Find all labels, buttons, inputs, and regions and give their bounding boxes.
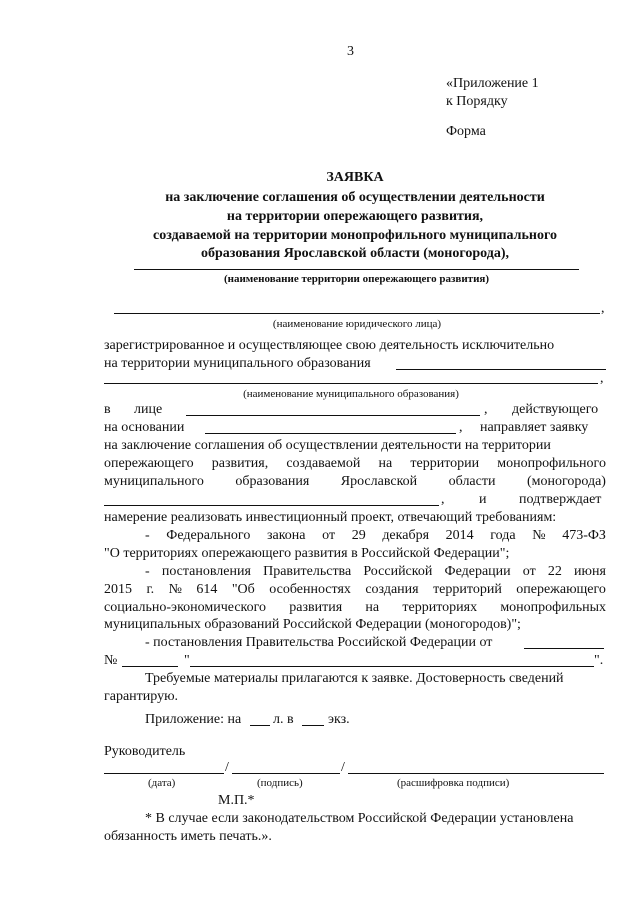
person-line[interactable]	[186, 415, 480, 416]
stamp-label: М.П.*	[218, 793, 255, 808]
municipality-line-2[interactable]	[104, 383, 598, 384]
line-registered-text: зарегистрированное и осуществляющее свою деятельность исключительно	[104, 338, 555, 353]
decode-hint: (расшифровка подписи)	[397, 777, 510, 789]
entity-name-line[interactable]	[114, 313, 600, 314]
title-heading: ЗАЯВКА	[326, 170, 384, 185]
decree2-number-line[interactable]	[122, 666, 178, 667]
acting-word: действующего	[512, 402, 599, 417]
appendix-line-2: к Порядку	[446, 94, 508, 109]
territory-name-hint: (наименование территории опережающего развития)	[223, 273, 490, 285]
decree2-line-1: - постановления Правительства Российской Федерации от	[145, 635, 493, 650]
decree2-no: №	[104, 653, 118, 668]
attachment-copies-line[interactable]	[302, 725, 324, 726]
signature-line[interactable]	[232, 773, 340, 774]
footnote-line-2: обязанность иметь печать.».	[104, 829, 272, 844]
law-line-1: - Федерального закона от 29 декабря 2014 года № 473-ФЗ	[145, 528, 606, 543]
line-territory: на территории муниципального образования	[104, 356, 371, 371]
date-hint: (дата)	[148, 777, 176, 789]
line-intention: намерение реализовать инвестиционный проект, отвечающий требованиям:	[104, 510, 557, 525]
sends-application: направляет заявку	[480, 420, 589, 435]
materials-line-2: гарантирую.	[104, 689, 179, 704]
date-line[interactable]	[104, 773, 224, 774]
line-registered	[104, 338, 606, 354]
page-number: 3	[347, 44, 354, 59]
monogorod-comma: ,	[441, 492, 445, 507]
in-word: в	[104, 402, 111, 417]
municipality-line-1[interactable]	[396, 369, 606, 370]
decree1-line-4: муниципальных образований Российской Федерации (моногородов)";	[104, 617, 521, 632]
decode-line[interactable]	[348, 773, 604, 774]
confirms-word: подтверждает	[519, 492, 602, 507]
person-word: лице	[134, 402, 163, 417]
appendix-line-1: «Приложение 1	[446, 76, 539, 91]
decree2-title-line[interactable]	[190, 666, 594, 667]
footnote-line-1: * В случае если законодательством Российской Федерации установлена	[145, 811, 574, 826]
on-basis: на основании	[104, 420, 185, 435]
decree2-quote-open: "	[184, 653, 190, 668]
decree2-quote-close: ".	[594, 653, 604, 668]
territory-name-line[interactable]	[134, 269, 579, 270]
title-line-1: на заключение соглашения об осуществлении деятельности	[165, 190, 545, 205]
basis-line[interactable]	[205, 433, 456, 434]
materials-line-1: Требуемые материалы прилагаются к заявке. Достоверность сведений	[145, 671, 564, 686]
basis-comma: ,	[459, 420, 463, 435]
form-label: Форма	[446, 124, 486, 139]
and-word: и	[479, 492, 487, 507]
attachment-pages-line[interactable]	[250, 725, 270, 726]
person-comma: ,	[484, 402, 488, 417]
line-conclusion	[104, 438, 606, 454]
attachment-suffix: экз.	[328, 712, 350, 727]
law-line-2: "О территориях опережающего развития в Российской Федерации";	[104, 546, 510, 561]
title-line-2: на территории опережающего развития,	[226, 209, 484, 224]
entity-comma: ,	[601, 301, 605, 316]
title-line-3: создаваемой на территории монопрофильного муниципального	[153, 228, 557, 243]
monogorod-line[interactable]	[104, 505, 439, 506]
head-label: Руководитель	[104, 744, 186, 759]
attachment-mid: л. в	[273, 712, 294, 727]
sign-hint: (подпись)	[257, 777, 303, 789]
decree1-line-1: - постановления Правительства Российской Федерации от 22 июня	[145, 564, 606, 579]
line-conclusion-text: на заключение соглашения об осуществлении деятельности на территории	[104, 438, 551, 453]
entity-name-hint: (наименование юридического лица)	[272, 318, 442, 330]
municipality-hint: (наименование муниципального образования)	[243, 388, 459, 400]
decree1-line-3: социально-экономического развития на территориях монопрофильных	[104, 600, 606, 615]
decree2-date-line[interactable]	[524, 648, 604, 649]
municipality-comma: ,	[600, 371, 604, 386]
line-advanced: опережающего развития, создаваемой на территории монопрофильного	[104, 456, 606, 471]
title-line-4: образования Ярославской области (моногорода),	[201, 246, 509, 261]
decree1-line-2: 2015 г. № 614 "Об особенностях создания территорий опережающего	[104, 582, 606, 597]
line-municipal: муниципального образования Ярославской области (моногорода)	[104, 474, 606, 489]
slash-2: /	[341, 760, 345, 775]
attachment-prefix: Приложение: на	[145, 712, 242, 727]
slash-1: /	[225, 760, 229, 775]
